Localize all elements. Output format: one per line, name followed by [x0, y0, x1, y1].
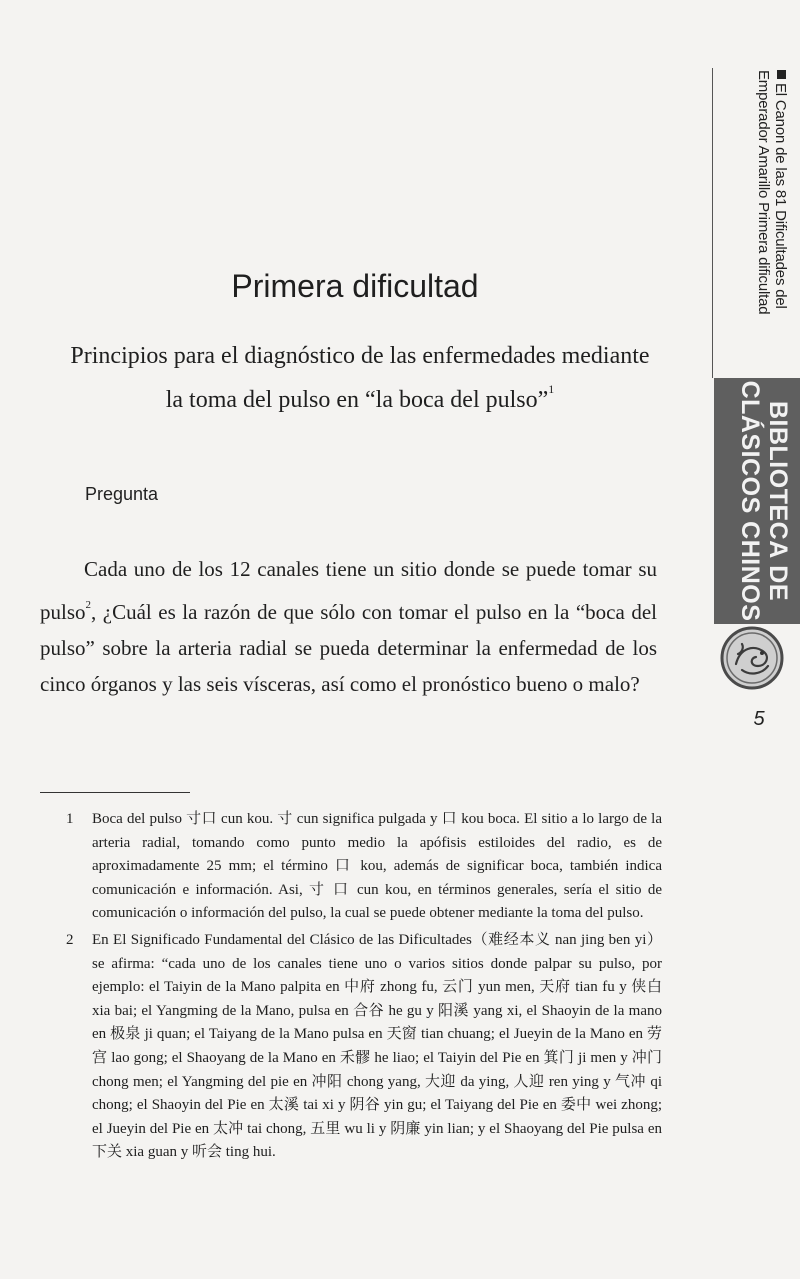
dragon-medallion-icon — [720, 626, 784, 690]
footnote-ref-2[interactable]: 2 — [85, 599, 92, 611]
series-title-line1: BIBLIOTECA DE — [764, 400, 792, 602]
series-title-line2: CLÁSICOS CHINOS — [736, 380, 764, 622]
sidebar-divider — [712, 68, 713, 378]
question-text-part1: Cada uno de los 12 canales tiene un sitio donde se puede tomar su pulso — [40, 557, 657, 624]
series-band — [714, 378, 800, 624]
subtitle-line-2 — [40, 373, 680, 417]
footnote-text: En El Significado Fundamental del Clásico de las Dificultades（难经本义 nan jing ben yi）se afirma: “cada uno de los canales tiene uno o varios sitios donde palpar su pulso, por ejemplo: el Taiyin de la Mano palpita en 中府 zhong fu, 云门 yun men, 天府 tian fu y 侠白 xia bai; el Yangming de la Mano, pulsa en 合谷 he gu y 阳溪 yang xi, el Shaoyin de la mano en 极泉 ji quan; el Taiyang de la Mano pulsa en 天窗 tian chuang; el Jueyin de la Mano en 劳宫 lao gong; el Shaoyang de la Mano en 禾髎 he liao; el Taiyin del Pie en 箕门 ji men y 冲门 chong men; el Yangming del pie en 冲阳 chong yang, 大迎 da ying, 人迎 ren ying y 气冲 qi chong; el Shaoyin del Pie en 太溪 tai xi y 阴谷 yin gu; el Taiyang del Pie en 委中 wei zhong; el Jueyin del Pie en 太冲 tai chong, 五里 wu li y 阴廉 yin lian; y el Shaoyang del Pie pulsa en 下关 xia guan y 听会 ting hui. — [92, 931, 662, 1161]
question-paragraph — [40, 551, 657, 702]
footnote-number: 2 — [66, 931, 74, 948]
footnote-divider — [40, 792, 190, 793]
page-number: 5 — [753, 708, 765, 730]
chapter-title: Primera dificultad — [231, 268, 479, 304]
question-text-part2: , ¿Cuál es la razón de que sólo con tomar el pulso en la “boca del pulso” sobre la arteria radial se pueda determinar la enfermedad de los cinco órganos y las seis vísceras, así como el pronóstico bueno o malo? — [40, 600, 657, 696]
footnote-1 — [40, 808, 662, 926]
running-head-text: El Canon de las 81 Dificultades del Emperador Amarillo Primera dificultad — [755, 70, 789, 315]
footnote-number: 1 — [66, 811, 74, 827]
section-label: Pregunta — [85, 484, 159, 504]
footnote-text: Boca del pulso 寸口 cun kou. 寸 cun significa pulgada y 口 kou boca. El sitio a lo largo de la arteria radial, tomando como punto medio la apófisis estiloides del radio, es de aproximadamente 25 mm; el término 口 kou, además de significar boca, también indica comunicación e información. Asi, 寸 口 cun kou, en términos generales, sería el sitio de comunicación o información del pulso, la cual se puede obtener mediante la toma del pulso. — [92, 811, 662, 922]
square-bullet-icon — [777, 70, 786, 79]
chapter-subtitle — [40, 340, 680, 417]
footnote-2 — [40, 929, 662, 1165]
subtitle-line-2-text: la toma del pulso en “la boca del pulso” — [165, 387, 549, 413]
footnotes — [40, 808, 662, 1165]
subtitle-line-1: Principios para el diagnóstico de las enfermedades mediante — [70, 343, 650, 369]
footnote-ref-1[interactable]: 1 — [548, 382, 555, 396]
running-head — [721, 70, 789, 375]
